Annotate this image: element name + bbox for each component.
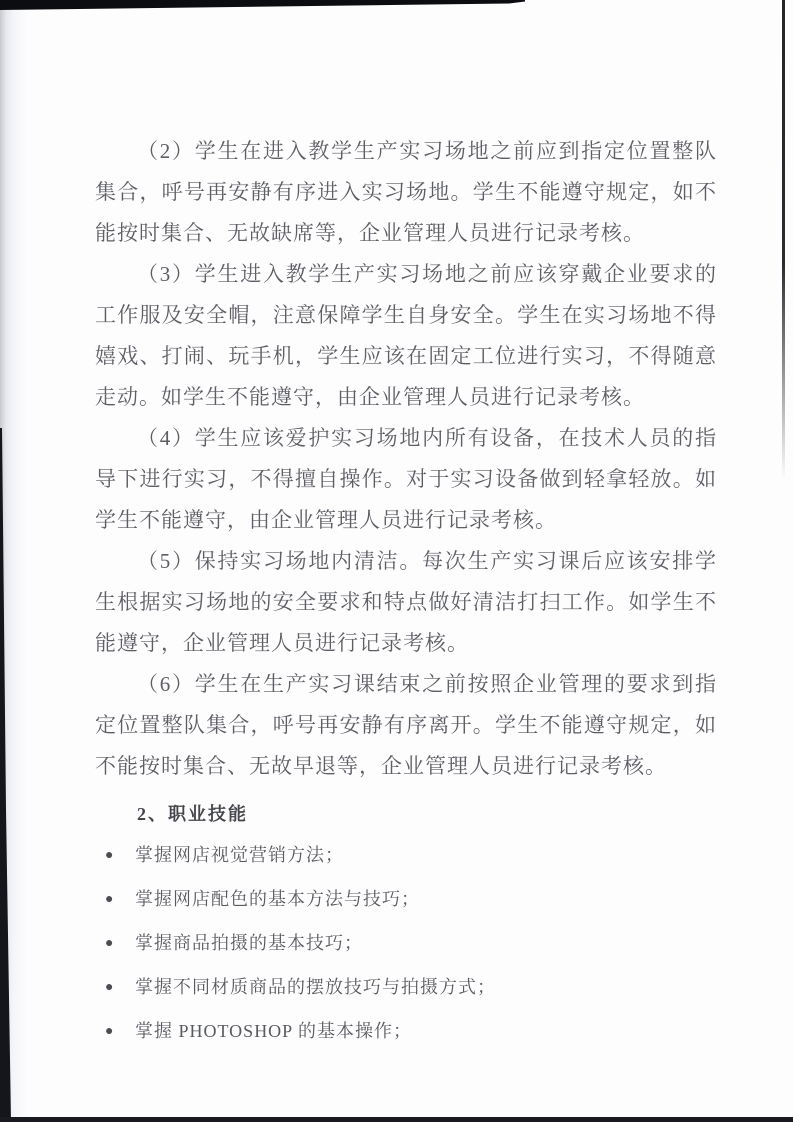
paragraph-3 — [95, 254, 717, 418]
text-line: 不能按时集合、无故早退等，企业管理人员进行记录考核。 — [95, 754, 667, 778]
list-item — [95, 877, 717, 921]
bullet-icon: ● — [105, 979, 115, 995]
skills-list — [95, 833, 717, 1053]
bullet-icon: ● — [105, 891, 115, 907]
list-item-text: 掌握商品拍摄的基本技巧； — [135, 932, 363, 953]
text-line: 生根据实习场地的安全要求和特点做好清洁打扫工作。如学生不 — [95, 590, 717, 614]
list-item — [95, 1009, 717, 1053]
text-line: 工作服及安全帽，注意保障学生自身安全。学生在实习场地不得 — [95, 303, 717, 327]
list-item — [95, 965, 717, 1009]
scan-edge-bottom — [0, 1117, 793, 1122]
text-line: 集合，呼号再安静有序进入实习场地。学生不能遵守规定，如不 — [95, 180, 717, 204]
document-body — [95, 131, 717, 1053]
scan-edge-right — [782, 0, 785, 480]
bullet-icon: ● — [105, 847, 115, 863]
list-item-text: 掌握网店配色的基本方法与技巧； — [135, 888, 420, 909]
text-line: （4）学生应该爱护实习场地内所有设备，在技术人员的指 — [137, 426, 717, 450]
text-line: 能遵守，企业管理人员进行记录考核。 — [95, 631, 469, 655]
list-item-text: 掌握 PHOTOSHOP 的基本操作； — [135, 1020, 413, 1041]
paragraph-5 — [95, 541, 717, 664]
list-item-text: 掌握不同材质商品的摆放技巧与拍摄方式； — [135, 976, 496, 997]
list-item-text: 掌握网店视觉营销方法； — [135, 844, 344, 865]
text-line: 导下进行实习，不得擅自操作。对于实习设备做到轻拿轻放。如 — [95, 467, 717, 491]
scan-edge-top — [0, 0, 525, 10]
bullet-icon: ● — [105, 1023, 115, 1039]
text-line: （5）保持实习场地内清洁。每次生产实习课后应该安排学 — [137, 549, 717, 573]
bullet-icon: ● — [105, 935, 115, 951]
text-line: （3）学生进入教学生产实习场地之前应该穿戴企业要求的 — [137, 262, 717, 286]
text-line: 学生不能遵守，由企业管理人员进行记录考核。 — [95, 508, 557, 532]
paragraph-6 — [95, 664, 717, 787]
text-line: 嬉戏、打闹、玩手机，学生应该在固定工位进行实习，不得随意 — [95, 344, 717, 368]
paragraph-2 — [95, 131, 717, 254]
text-line: （2）学生在进入教学生产实习场地之前应到指定位置整队 — [137, 139, 717, 163]
list-item — [95, 833, 717, 877]
paragraph-4 — [95, 418, 717, 541]
section-heading: 2、职业技能 — [137, 804, 248, 824]
text-line: 走动。如学生不能遵守，由企业管理人员进行记录考核。 — [95, 385, 645, 409]
text-line: （6）学生在生产实习课结束之前按照企业管理的要求到指 — [137, 672, 717, 696]
text-line: 能按时集合、无故缺席等，企业管理人员进行记录考核。 — [95, 221, 645, 245]
text-line: 定位置整队集合，呼号再安静有序离开。学生不能遵守规定，如 — [95, 713, 717, 737]
list-item — [95, 921, 717, 965]
